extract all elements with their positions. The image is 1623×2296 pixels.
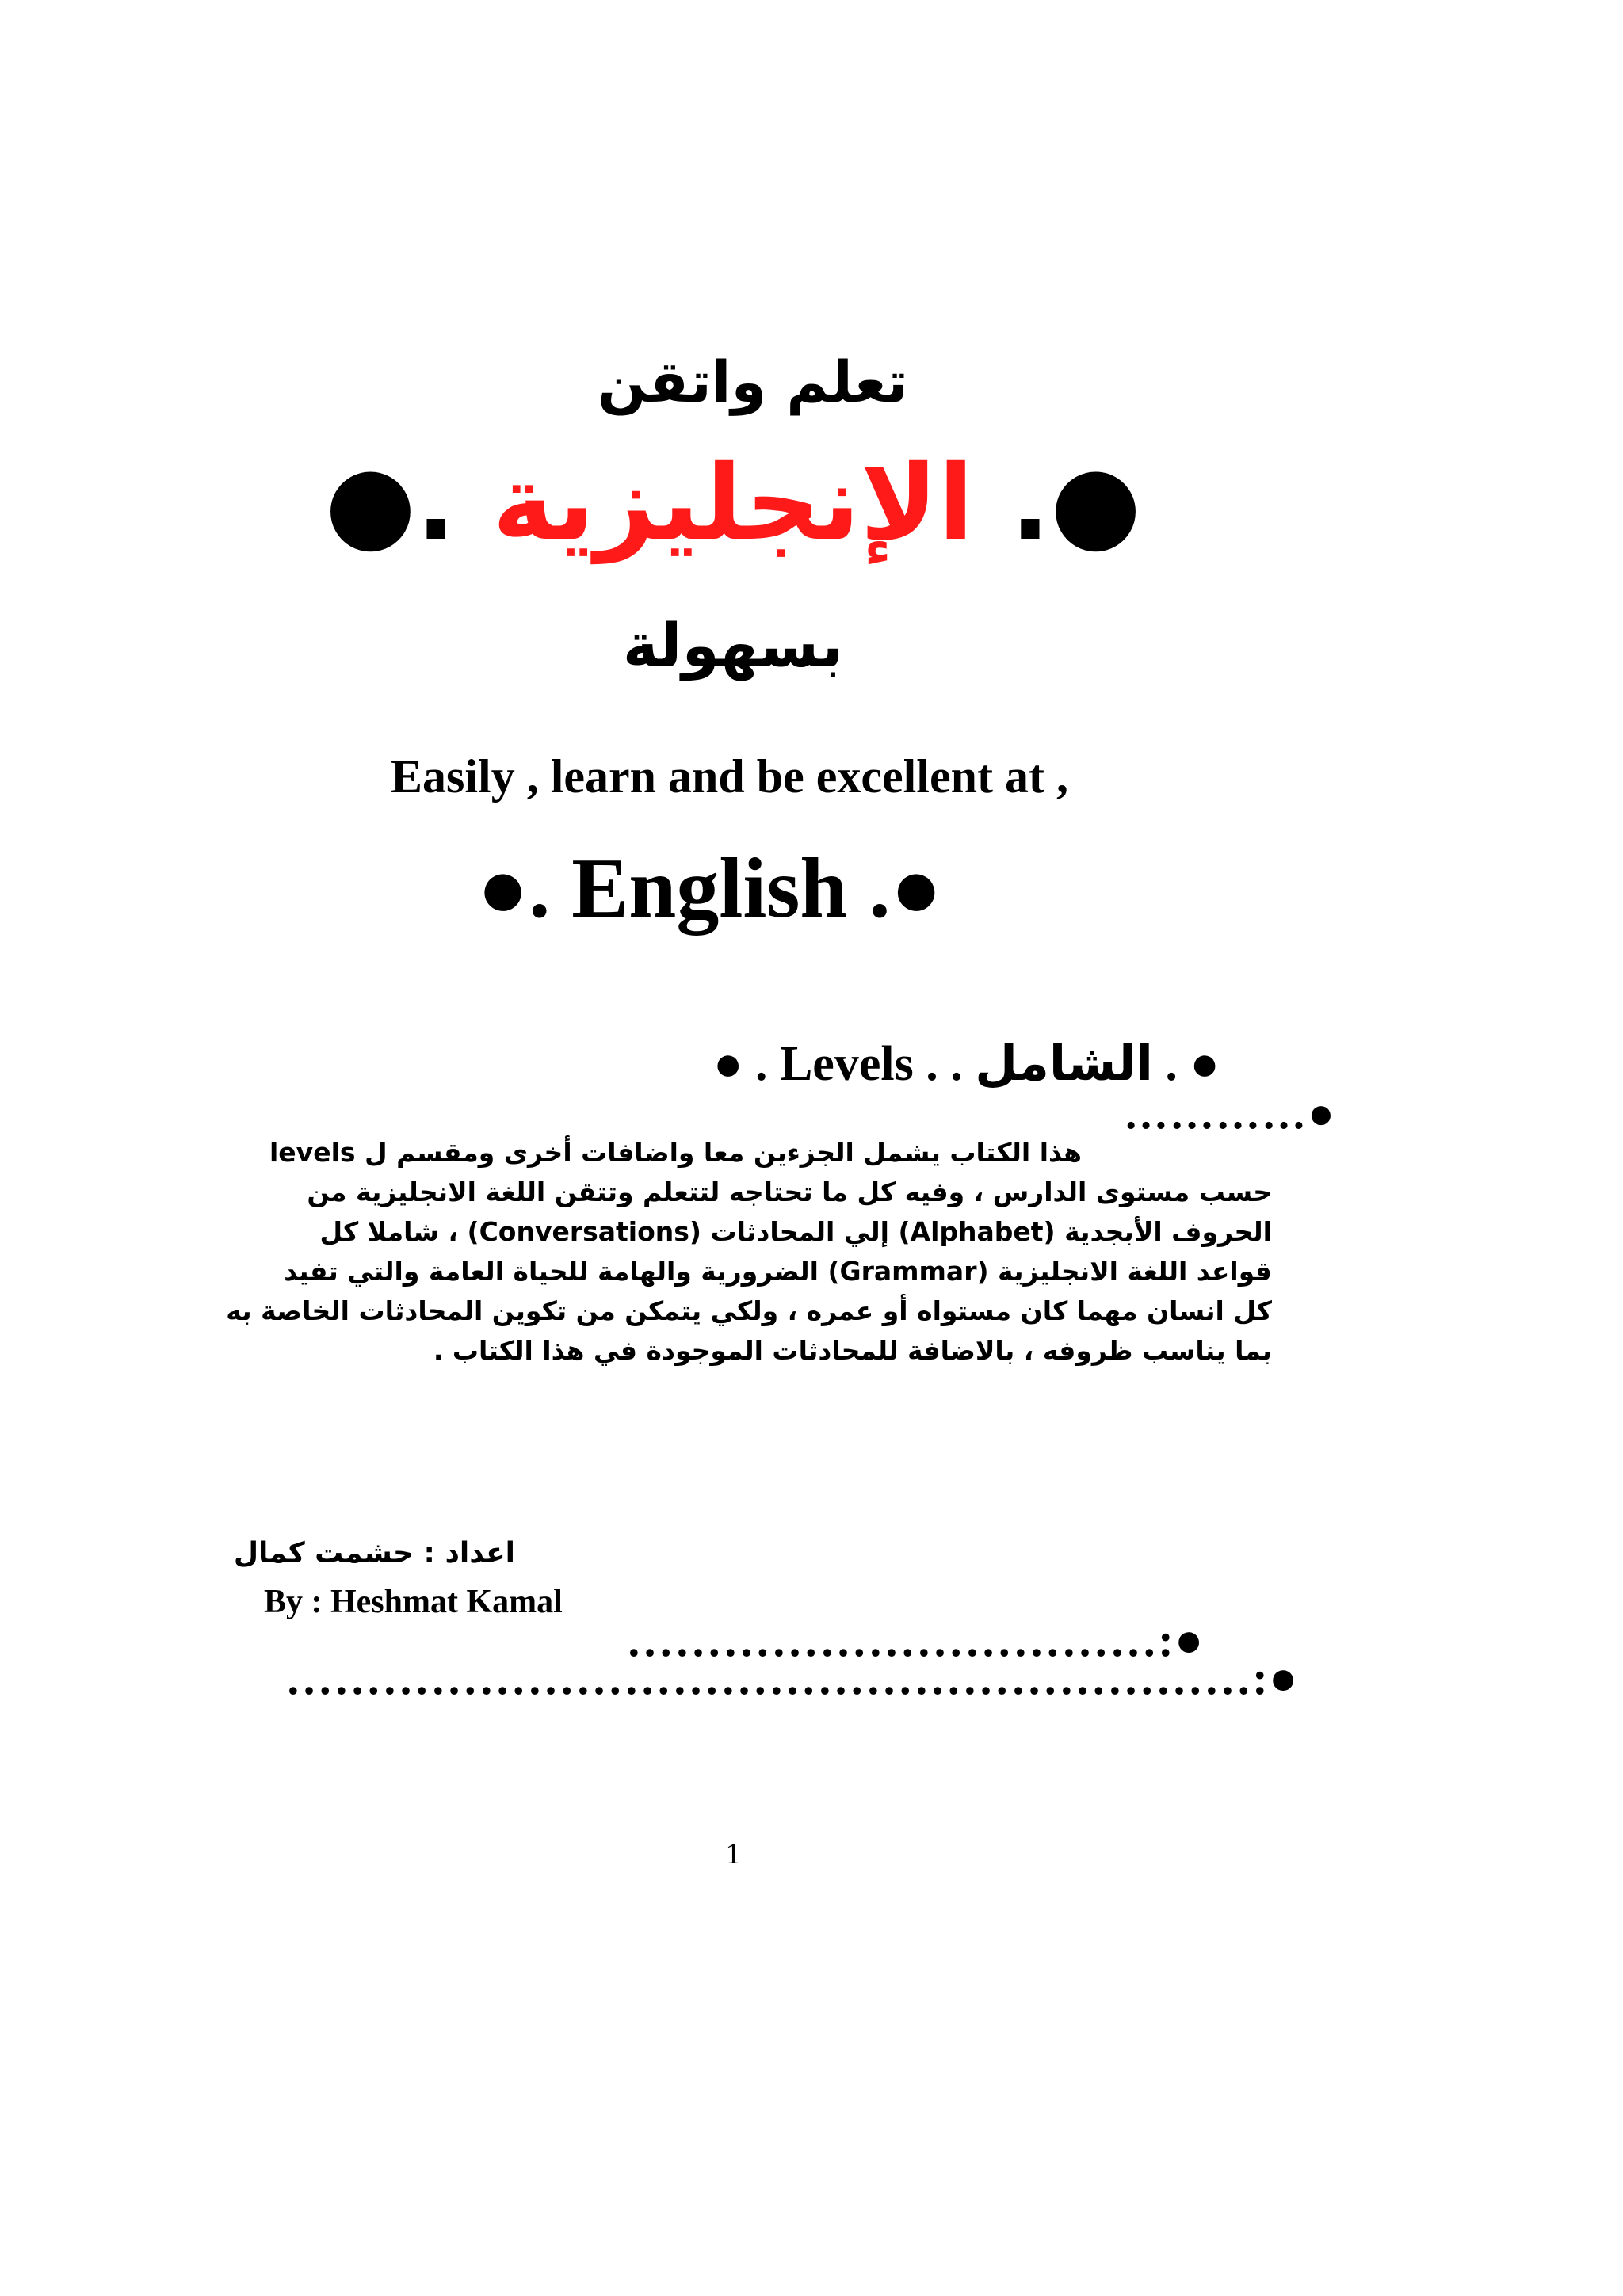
- dots-divider-top: ……………………………:●: [626, 1614, 1205, 1666]
- subtitle-english: ●. English .●: [477, 841, 942, 936]
- levels-dots-decor: …………●: [1124, 1089, 1336, 1138]
- subtitle-easily: Easily , learn and be excellent at ,: [391, 750, 1068, 803]
- description-paragraph: [226, 1133, 1272, 1371]
- title-line-easily: بسهولة: [622, 610, 844, 681]
- levels-heading: [713, 1034, 1228, 1093]
- description-line: قواعد اللغة الانجليزية (Grammar) الضرورية والهامة للحياة العامة والتي تفيد: [284, 1256, 1272, 1287]
- description-line: هذا الكتاب يشمل الجزءين معا واضافات أخرى ومقسم ل levels: [269, 1137, 1082, 1168]
- levels-arabic-comprehensive: الشامل: [975, 1034, 1153, 1092]
- page-number: 1: [725, 1837, 741, 1871]
- description-line: حسب مستوى الدارس ، وفيه كل ما تحتاجه لتتعلم وتتقن اللغة الانجليزية من: [307, 1177, 1272, 1207]
- description-line: الحروف الأبجدية (Alphabet) إلي المحادثات (Conversations) ، شاملا كل: [319, 1216, 1272, 1247]
- title-main-english-arabic: [0, 444, 1466, 563]
- levels-suffix: . ●: [1152, 1037, 1220, 1091]
- description-line: كل انسان مهما كان مستواه أو عمره ، ولكي يتمكن من تكوين المحادثات الخاصة به: [226, 1295, 1272, 1326]
- dots-divider-bottom: ……………………………………………………:●: [285, 1652, 1299, 1704]
- title-main-word: الإنجليزية: [492, 442, 974, 564]
- title-decor-right: .●: [1010, 442, 1142, 564]
- description-line: بما يناسب ظروفه ، بالاضافة للمحادثات الموجودة في هذا الكتاب .: [433, 1335, 1272, 1366]
- author-arabic: اعداد : حشمت كمال: [233, 1537, 515, 1569]
- title-decor-left: ●.: [324, 442, 456, 564]
- author-english: By : Heshmat Kamal: [264, 1584, 563, 1620]
- title-line-learn-master: تعلم واتقن: [598, 349, 908, 415]
- levels-prefix: ● . Levels . .: [713, 1037, 976, 1091]
